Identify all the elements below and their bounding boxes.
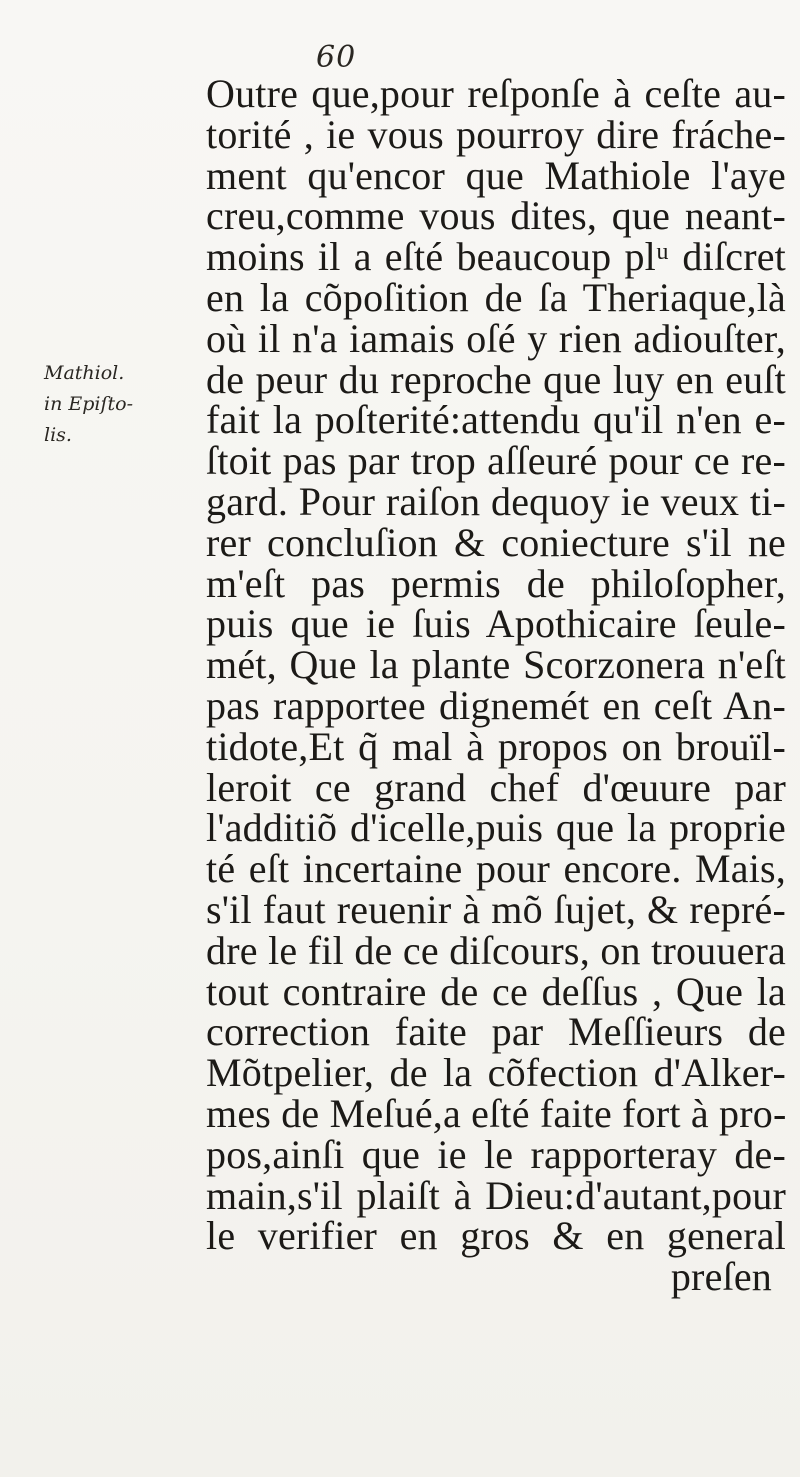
- text-line: pos,ainſi que ie le rapporteray de-: [206, 1131, 786, 1177]
- margin-note: [44, 358, 133, 451]
- text-line: té eſt incertaine pour encore. Mais,: [206, 846, 786, 892]
- text-line: mét, Que la plante Scorzonera n'eſt: [206, 642, 786, 688]
- text-line: l'additiõ d'icelle,puis que la proprie: [206, 805, 786, 851]
- text-line: puis que ie ſuis Apothicaire ſeule-: [206, 601, 786, 647]
- text-line: Mõtpelier, de la cõfection d'Alker-: [206, 1050, 786, 1096]
- text-line: rer concluſion & coniecture s'il ne: [206, 519, 786, 565]
- text-line: Outre que,pour reſponſe à ceſte au-: [206, 71, 786, 116]
- text-line: creu,comme vous dites, que neant-: [206, 193, 786, 239]
- text-line: dre le fil de ce diſcours, on trouuera: [206, 927, 786, 973]
- text-line: main,s'il plaiſt à Dieu:d'autant,pour: [206, 1172, 786, 1218]
- text-line: mes de Meſué,a eſté faite fort à pro-: [206, 1090, 787, 1136]
- text-line: tout contraire de ce deſſus , Que la: [206, 968, 786, 1014]
- text-line: de peur du reproche que luy en euſt: [206, 356, 786, 402]
- text-line: leroit ce grand chef d'œuure par: [206, 764, 786, 810]
- text-line: correction faite par Meſſieurs de: [206, 1009, 786, 1055]
- text-line: gard. Pour raiſon dequoy ie veux ti-: [206, 478, 786, 524]
- margin-note-line: lis.: [44, 424, 72, 446]
- text-line: en la cõpoſition de ſa Theriaque,là: [206, 274, 786, 320]
- text-line: moins il a eſté beaucoup plᵘ diſcret: [206, 234, 786, 280]
- text-line: torité , ie vous pourroy dire fráche-: [206, 111, 786, 157]
- body-text: [206, 71, 787, 1300]
- page-number: 60: [316, 40, 357, 75]
- text-line: le verifier en gros & en general: [206, 1213, 786, 1259]
- text-line: ment qu'encor que Mathiole l'aye: [206, 152, 786, 198]
- text-line: où il n'a iamais oſé y rien adiouſter,: [206, 315, 786, 361]
- text-line: tidote,Et q̃ mal à propos on brouïl-: [206, 723, 786, 769]
- text-line: fait la poſterité:attendu qu'il n'en e-: [206, 397, 786, 443]
- margin-note-line: Mathiol.: [44, 362, 125, 384]
- text-line: ſtoit pas par trop aſſeuré pour ce re-: [206, 438, 786, 484]
- text-line: m'eſt pas permis de philoſopher,: [206, 560, 786, 606]
- catchword: preſen: [670, 1254, 772, 1300]
- margin-note-line: in Epiſto-: [44, 393, 133, 415]
- text-line: pas rapportee dignemét en ceſt An-: [206, 682, 786, 728]
- text-line: s'il faut reuenir à mõ ſujet, & repré-: [206, 886, 786, 932]
